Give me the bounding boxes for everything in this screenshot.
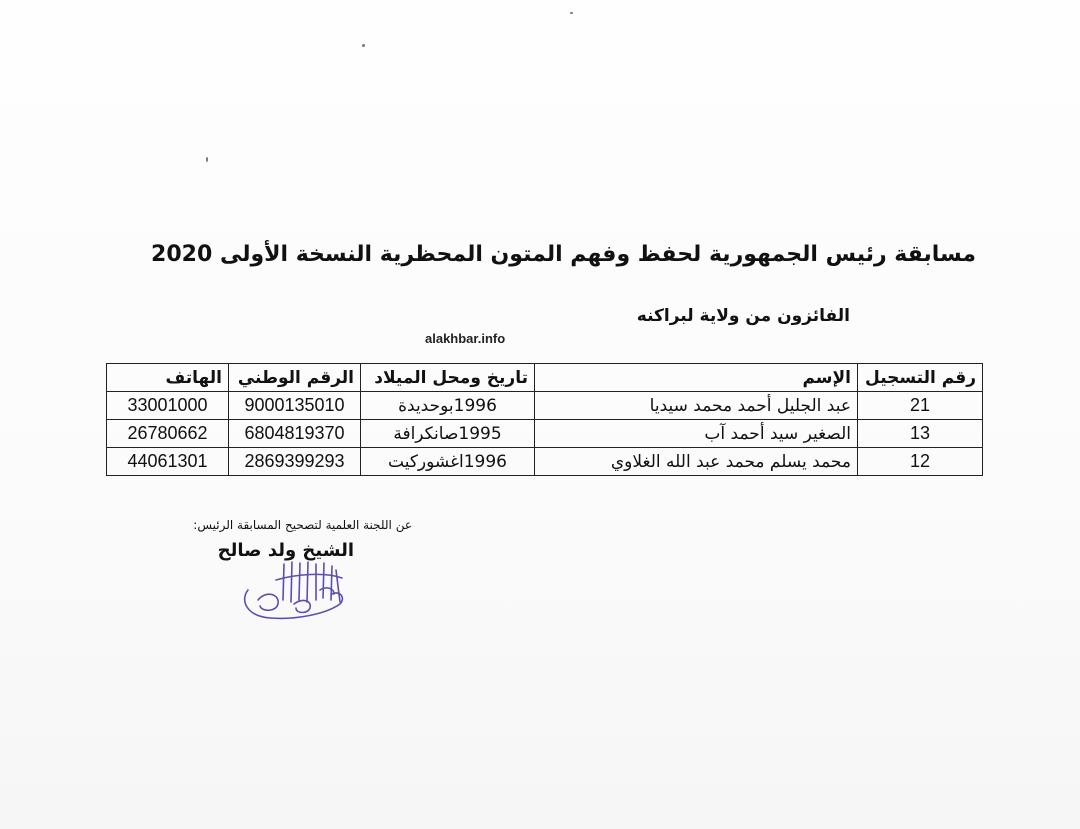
document-subtitle: الفائزون من ولاية لبراكنه — [636, 306, 850, 326]
handwritten-signature — [236, 560, 356, 626]
cell-name: عبد الجليل أحمد محمد سيديا — [535, 392, 858, 420]
scan-speck — [362, 44, 365, 47]
scan-speck — [570, 12, 573, 14]
committee-label: عن اللجنة العلمية لتصحيح المسابقة الرئيس: — [193, 518, 412, 532]
cell-national-id: 9000135010 — [229, 392, 361, 420]
table-row — [107, 448, 983, 476]
cell-reg-number: 13 — [858, 420, 983, 448]
table-row — [107, 420, 983, 448]
cell-phone: 33001000 — [107, 392, 229, 420]
scan-speck — [206, 157, 208, 162]
signer-name: الشيخ ولد صالح — [217, 540, 354, 561]
cell-birth: 1996اغشوركيت — [361, 448, 535, 476]
header-birth: تاريخ ومحل الميلاد — [361, 364, 535, 392]
cell-birth: 1996بوحديدة — [361, 392, 535, 420]
cell-name: محمد يسلم محمد عبد الله الغلاوي — [535, 448, 858, 476]
table-row — [107, 392, 983, 420]
cell-phone: 26780662 — [107, 420, 229, 448]
header-phone: الهاتف — [107, 364, 229, 392]
document-title: مسابقة رئيس الجمهورية لحفظ وفهم المتون المحظرية النسخة الأولى 2020 — [151, 242, 976, 267]
header-reg-number: رقم التسجيل — [858, 364, 983, 392]
cell-national-id: 6804819370 — [229, 420, 361, 448]
header-national-id: الرقم الوطني — [229, 364, 361, 392]
winners-table — [106, 363, 983, 476]
table-header-row — [107, 364, 983, 392]
cell-name: الصغير سيد أحمد آب — [535, 420, 858, 448]
cell-national-id: 2869399293 — [229, 448, 361, 476]
cell-reg-number: 12 — [858, 448, 983, 476]
header-name: الإسم — [535, 364, 858, 392]
cell-phone: 44061301 — [107, 448, 229, 476]
cell-birth: 1995صانكرافة — [361, 420, 535, 448]
cell-reg-number: 21 — [858, 392, 983, 420]
source-watermark: alakhbar.info — [425, 331, 506, 346]
